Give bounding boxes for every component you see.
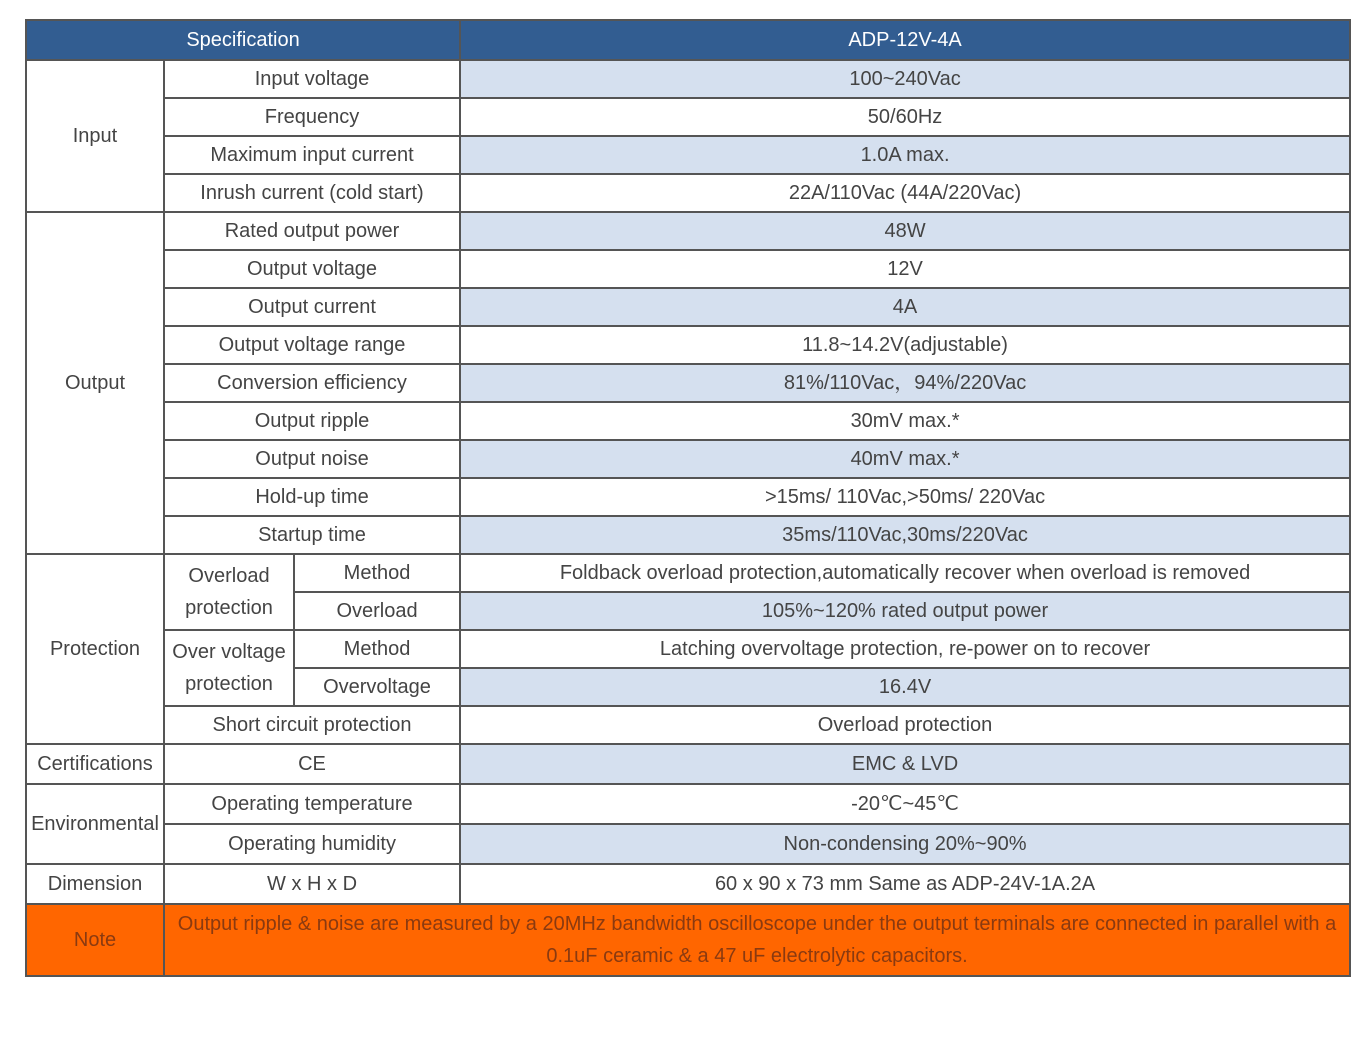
- row-value: 30mV max.*: [460, 402, 1350, 440]
- row-label: W x H x D: [164, 864, 460, 904]
- table-row: [26, 174, 1350, 212]
- row-label: Maximum input current: [164, 136, 460, 174]
- note-row: [26, 904, 1350, 976]
- header-model: ADP-12V-4A: [460, 20, 1350, 60]
- table-row: [26, 478, 1350, 516]
- row-value: 40mV max.*: [460, 440, 1350, 478]
- group-note: Note: [26, 904, 164, 976]
- row-value: Non-condensing 20%~90%: [460, 824, 1350, 864]
- row-label: Output current: [164, 288, 460, 326]
- row-label: Frequency: [164, 98, 460, 136]
- row-value: 100~240Vac: [460, 60, 1350, 98]
- row-value: 12V: [460, 250, 1350, 288]
- row-value: 22A/110Vac (44A/220Vac): [460, 174, 1350, 212]
- table-row: [26, 630, 1350, 668]
- short-circuit-label: Short circuit protection: [164, 706, 460, 744]
- row-label: Output noise: [164, 440, 460, 478]
- row-label: Hold-up time: [164, 478, 460, 516]
- header-spec: Specification: [26, 20, 460, 60]
- row-value: -20℃~45℃: [460, 784, 1350, 824]
- row-value: 48W: [460, 212, 1350, 250]
- group-certifications: Certifications: [26, 744, 164, 784]
- group-output: Output: [26, 212, 164, 554]
- overvoltage-protection-label: Over voltage protection: [164, 630, 294, 706]
- group-dimension: Dimension: [26, 864, 164, 904]
- table-row: [26, 824, 1350, 864]
- row-value: 60 x 90 x 73 mm Same as ADP-24V-1A.2A: [460, 864, 1350, 904]
- row-label: Inrush current (cold start): [164, 174, 460, 212]
- row-label: Rated output power: [164, 212, 460, 250]
- row-value: EMC & LVD: [460, 744, 1350, 784]
- row-label: Output voltage range: [164, 326, 460, 364]
- overload-sub-label: Overload: [294, 592, 460, 630]
- table-row: [26, 784, 1350, 824]
- group-protection: Protection: [26, 554, 164, 744]
- table-row: [26, 288, 1350, 326]
- row-value: 81%/110Vac，94%/220Vac: [460, 364, 1350, 402]
- overvoltage-sub-value: 16.4V: [460, 668, 1350, 706]
- overload-protection-label: Overload protection: [164, 554, 294, 630]
- note-text: Output ripple & noise are measured by a 20MHz bandwidth oscilloscope under the output terminals are connected in parallel with a 0.1uF ceramic & a 47 uF electrolytic capacitors.: [164, 904, 1350, 976]
- overvoltage-method-label: Method: [294, 630, 460, 668]
- overvoltage-sub-label: Overvoltage: [294, 668, 460, 706]
- overload-method-label: Method: [294, 554, 460, 592]
- row-label: Output voltage: [164, 250, 460, 288]
- table-row: [26, 212, 1350, 250]
- row-label: CE: [164, 744, 460, 784]
- table-row: [26, 402, 1350, 440]
- short-circuit-value: Overload protection: [460, 706, 1350, 744]
- row-label: Operating temperature: [164, 784, 460, 824]
- row-value: >15ms/ 110Vac,>50ms/ 220Vac: [460, 478, 1350, 516]
- row-value: 35ms/110Vac,30ms/220Vac: [460, 516, 1350, 554]
- spec-table: [25, 19, 1351, 977]
- table-row: [26, 554, 1350, 592]
- table-row: [26, 744, 1350, 784]
- table-row: [26, 250, 1350, 288]
- row-label: Operating humidity: [164, 824, 460, 864]
- overvoltage-method-value: Latching overvoltage protection, re-power on to recover: [460, 630, 1350, 668]
- table-row: [26, 60, 1350, 98]
- row-label: Startup time: [164, 516, 460, 554]
- table-row: [26, 516, 1350, 554]
- row-value: 11.8~14.2V(adjustable): [460, 326, 1350, 364]
- overload-sub-value: 105%~120% rated output power: [460, 592, 1350, 630]
- row-label: Conversion efficiency: [164, 364, 460, 402]
- row-label: Input voltage: [164, 60, 460, 98]
- table-row: [26, 864, 1350, 904]
- table-row: [26, 706, 1350, 744]
- row-value: 1.0A max.: [460, 136, 1350, 174]
- table-row: [26, 136, 1350, 174]
- header-row: [26, 20, 1350, 60]
- table-row: [26, 98, 1350, 136]
- table-row: [26, 326, 1350, 364]
- row-label: Output ripple: [164, 402, 460, 440]
- group-input: Input: [26, 60, 164, 212]
- table-row: [26, 364, 1350, 402]
- table-row: [26, 440, 1350, 478]
- overload-method-value: Foldback overload protection,automatically recover when overload is removed: [460, 554, 1350, 592]
- row-value: 4A: [460, 288, 1350, 326]
- row-value: 50/60Hz: [460, 98, 1350, 136]
- group-environmental: Environmental: [26, 784, 164, 864]
